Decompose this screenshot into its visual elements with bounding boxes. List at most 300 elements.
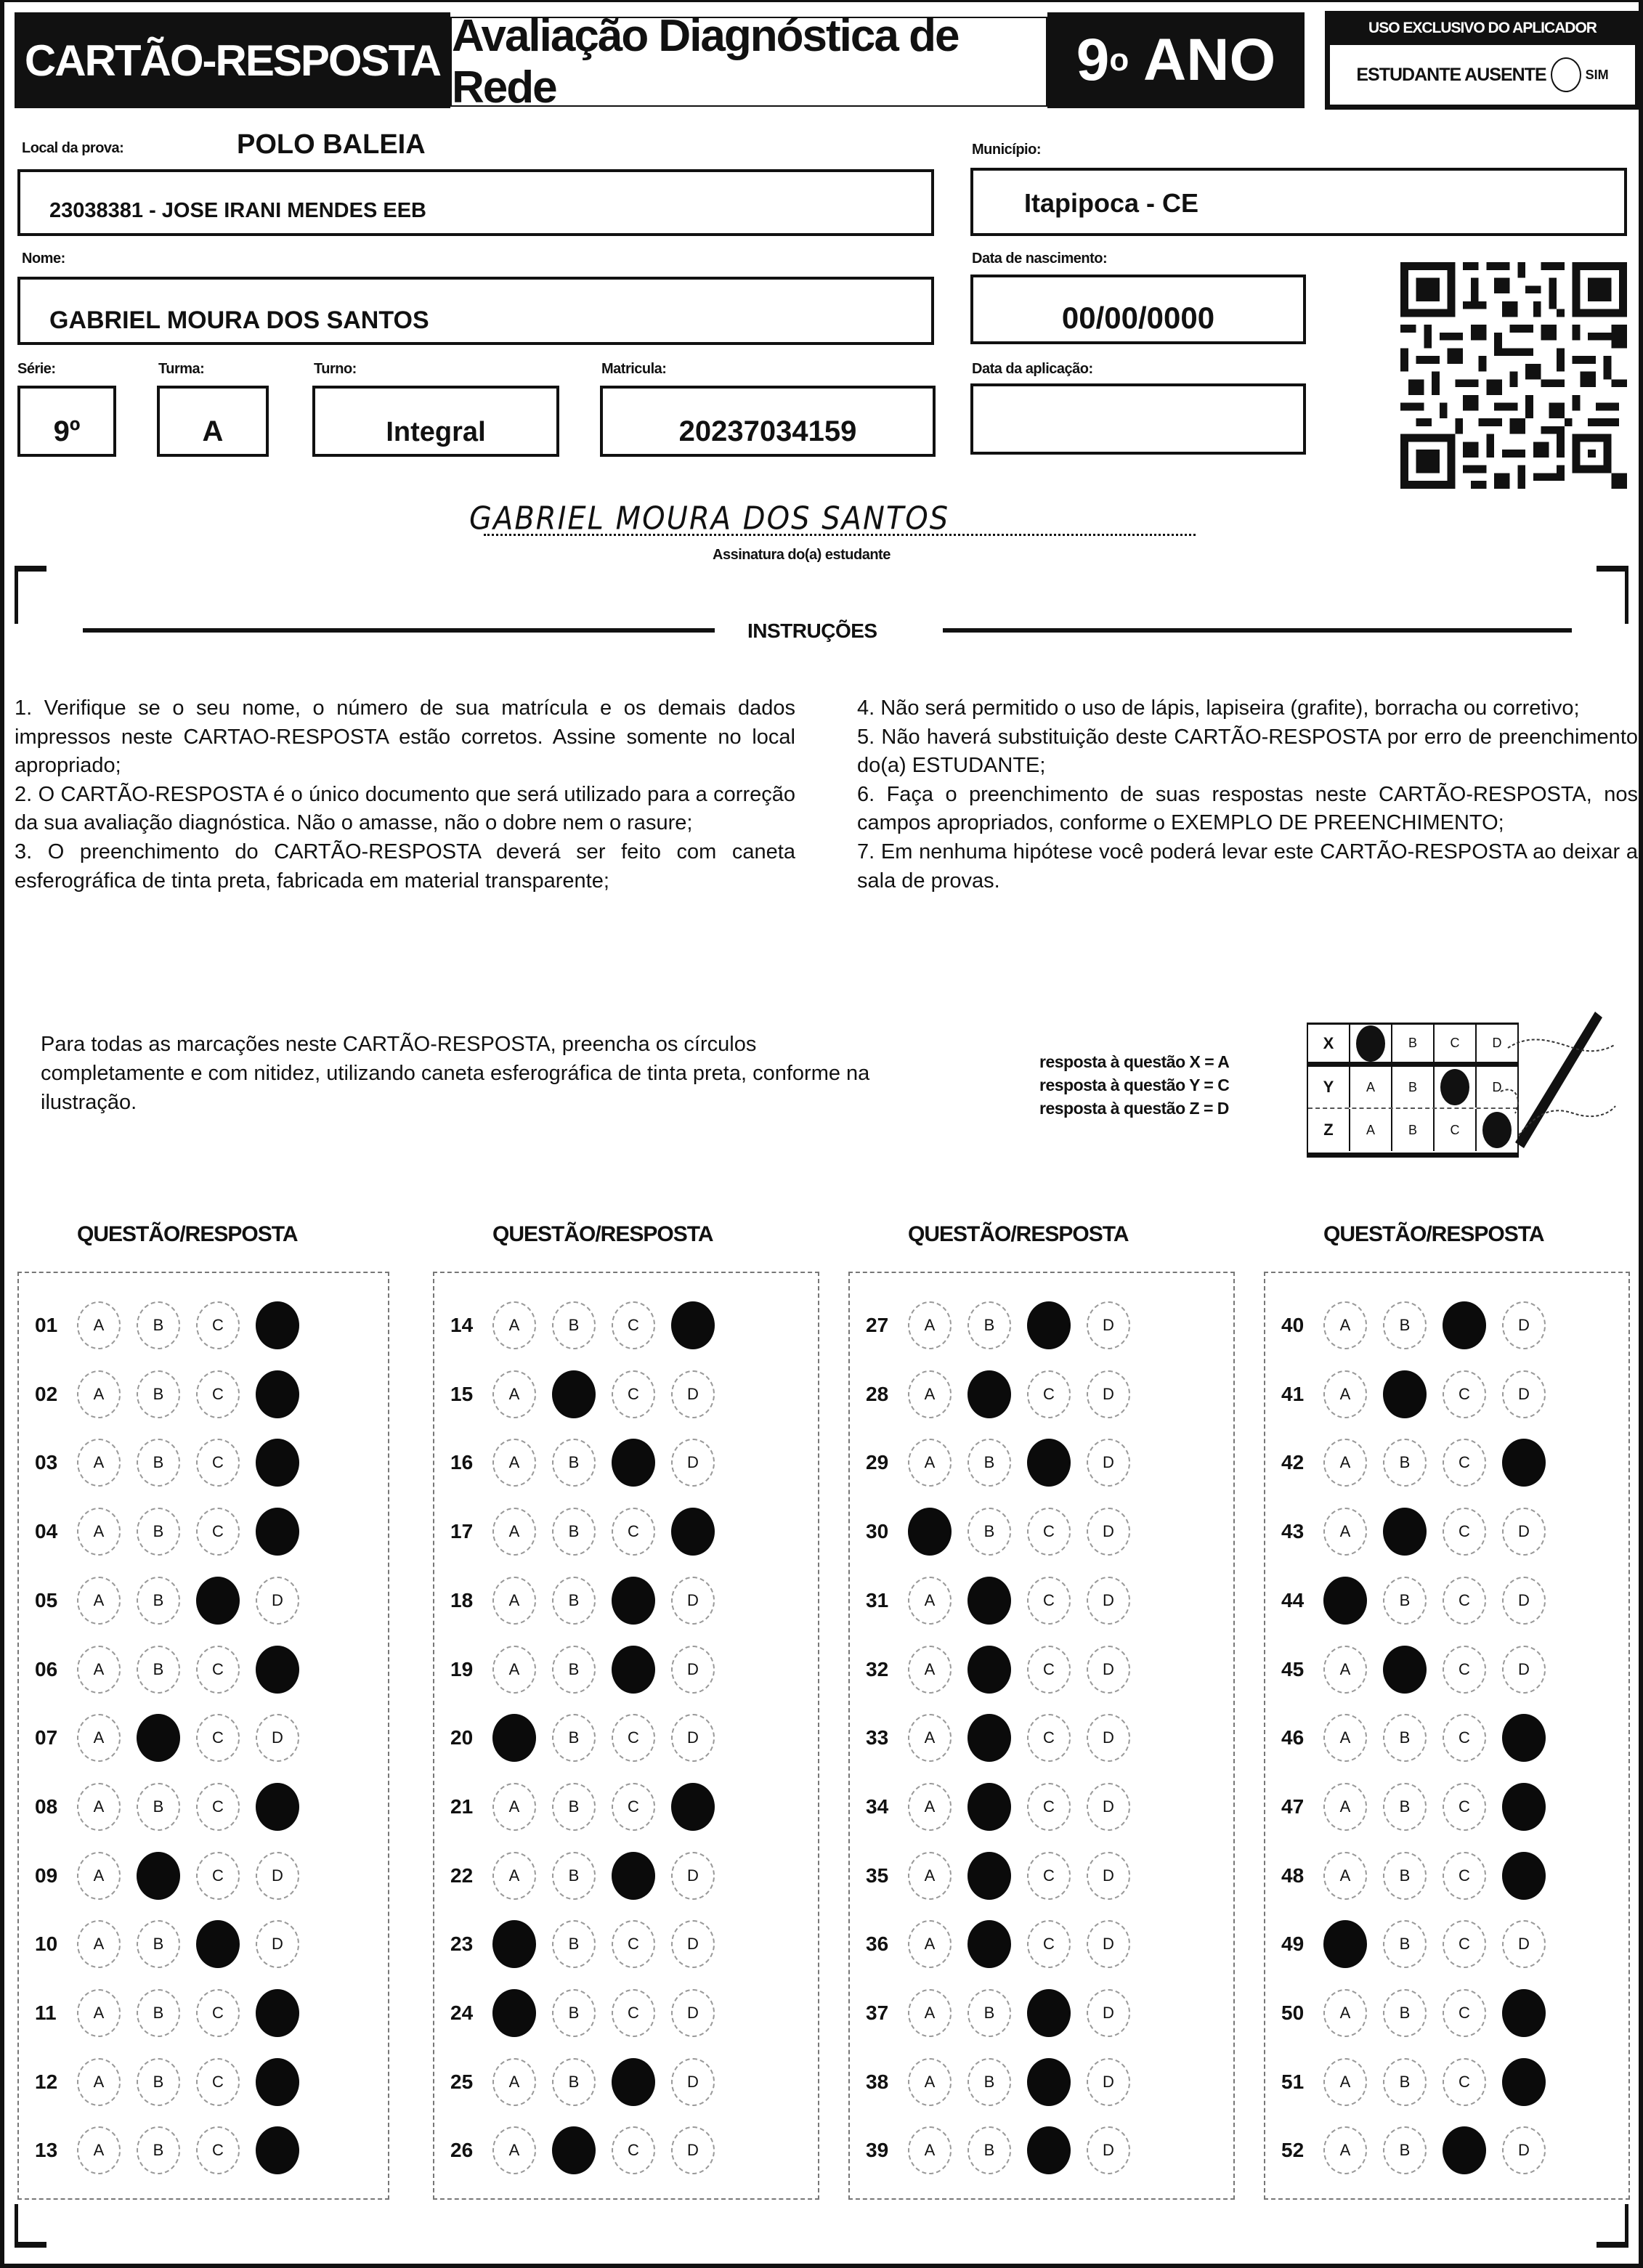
example-option: A [1350, 1067, 1392, 1107]
answer-bubble-21-b[interactable]: B [552, 1783, 596, 1831]
matricula-field [600, 386, 936, 457]
answer-bubble-16-c[interactable] [612, 1439, 655, 1487]
answer-bubble-42-b[interactable]: B [1383, 1439, 1427, 1487]
example-option: C [1435, 1109, 1477, 1151]
answer-bubble-25-c[interactable] [612, 2058, 655, 2106]
answer-bubble-44-b[interactable]: B [1383, 1577, 1427, 1625]
question-number: 49 [1281, 1932, 1305, 1956]
answer-bubble-22-a[interactable]: A [492, 1852, 536, 1900]
answer-bubble-41-d[interactable]: D [1502, 1370, 1546, 1418]
answer-bubble-13-d[interactable] [256, 2126, 299, 2174]
nascimento-field [970, 275, 1306, 344]
answer-bubble-04-b[interactable]: B [137, 1508, 180, 1556]
answer-bubble-52-b[interactable]: B [1383, 2126, 1427, 2174]
answer-bubble-13-b[interactable]: B [137, 2126, 180, 2174]
example-option: B [1392, 1109, 1435, 1151]
answer-bubble-18-c[interactable] [612, 1577, 655, 1625]
instructions-title: INSTRUÇÕES [747, 619, 877, 642]
answer-bubble-17-b[interactable]: B [552, 1508, 596, 1556]
answer-bubble-17-d[interactable] [671, 1508, 715, 1556]
answer-bubble-45-a[interactable]: A [1323, 1646, 1367, 1694]
answer-bubble-23-b[interactable]: B [552, 1920, 596, 1968]
answer-row [1265, 2053, 1628, 2111]
answer-bubble-03-c[interactable]: C [196, 1439, 240, 1487]
answer-bubble-35-b[interactable] [967, 1852, 1011, 1900]
answer-bubble-42-c[interactable]: C [1443, 1439, 1486, 1487]
answer-bubble-15-b[interactable] [552, 1370, 596, 1418]
answer-bubble-45-b[interactable] [1383, 1646, 1427, 1694]
answer-row [19, 1778, 388, 1836]
answer-bubble-41-a[interactable]: A [1323, 1370, 1367, 1418]
answer-bubble-11-a[interactable]: A [77, 1989, 121, 2037]
absent-student-label: ESTUDANTE AUSENTE [1356, 64, 1546, 85]
answer-bubble-41-b[interactable] [1383, 1370, 1427, 1418]
answer-bubble-29-b[interactable]: B [967, 1439, 1011, 1487]
answer-bubble-02-c[interactable]: C [196, 1370, 240, 1418]
answer-bubble-31-b[interactable] [967, 1577, 1011, 1625]
question-number: 13 [35, 2139, 58, 2162]
answer-bubble-09-a[interactable]: A [77, 1852, 121, 1900]
example-option [1435, 1067, 1477, 1107]
answer-bubble-16-b[interactable]: B [552, 1439, 596, 1487]
answer-bubble-40-d[interactable]: D [1502, 1301, 1546, 1349]
question-number: 43 [1281, 1520, 1305, 1543]
answer-bubble-25-b[interactable]: B [552, 2058, 596, 2106]
answer-row [19, 1915, 388, 1973]
example-option: D [1492, 1079, 1502, 1094]
answer-bubble-19-c[interactable] [612, 1646, 655, 1694]
answer-bubble-16-d[interactable]: D [671, 1439, 715, 1487]
answer-bubble-50-c[interactable]: C [1443, 1989, 1486, 2037]
answer-bubble-45-c[interactable]: C [1443, 1646, 1486, 1694]
answer-bubble-24-b[interactable]: B [552, 1989, 596, 2037]
answer-bubble-12-d[interactable] [256, 2058, 299, 2106]
answer-bubble-42-a[interactable]: A [1323, 1439, 1367, 1487]
answer-bubble-51-c[interactable]: C [1443, 2058, 1486, 2106]
example-option: C [1435, 1025, 1477, 1062]
absent-student-field [1330, 45, 1635, 105]
answer-bubble-35-c[interactable]: C [1027, 1852, 1071, 1900]
answer-bubble-48-a[interactable]: A [1323, 1852, 1367, 1900]
answer-bubble-49-c[interactable]: C [1443, 1920, 1486, 1968]
answer-bubble-51-b[interactable]: B [1383, 2058, 1427, 2106]
answer-bubble-07-c[interactable]: C [196, 1714, 240, 1762]
answer-bubble-43-d[interactable]: D [1502, 1508, 1546, 1556]
answer-bubble-11-c[interactable]: C [196, 1989, 240, 2037]
answer-row [434, 1915, 818, 1973]
answer-bubble-39-d[interactable]: D [1087, 2126, 1130, 2174]
answer-row [19, 1503, 388, 1561]
answer-bubble-17-c[interactable]: C [612, 1508, 655, 1556]
answer-bubble-10-a[interactable]: A [77, 1920, 121, 1968]
answer-bubble-36-a[interactable]: A [908, 1920, 952, 1968]
answer-bubble-38-a[interactable]: A [908, 2058, 952, 2106]
grade-suffix: ANO [1129, 27, 1276, 93]
question-number: 08 [35, 1795, 58, 1818]
answer-bubble-47-c[interactable]: C [1443, 1783, 1486, 1831]
answer-bubble-31-a[interactable]: A [908, 1577, 952, 1625]
answer-bubble-25-d[interactable]: D [671, 2058, 715, 2106]
answer-bubble-15-c[interactable]: C [612, 1370, 655, 1418]
answer-bubble-50-b[interactable]: B [1383, 1989, 1427, 2037]
answer-bubble-31-d[interactable]: D [1087, 1577, 1130, 1625]
answer-bubble-19-b[interactable]: B [552, 1646, 596, 1694]
answer-bubble-51-d[interactable] [1502, 2058, 1546, 2106]
answer-bubble-06-d[interactable] [256, 1646, 299, 1694]
answer-bubble-01-a[interactable]: A [77, 1301, 121, 1349]
answer-row [850, 1778, 1233, 1836]
question-number: 03 [35, 1451, 58, 1474]
answer-bubble-22-b[interactable]: B [552, 1852, 596, 1900]
question-number: 19 [450, 1657, 474, 1680]
answer-bubble-50-a[interactable]: A [1323, 1989, 1367, 2037]
question-number: 10 [35, 1932, 58, 1956]
answer-bubble-37-a[interactable]: A [908, 1989, 952, 2037]
answer-row [434, 2121, 818, 2179]
answer-row [19, 1984, 388, 2042]
question-number: 45 [1281, 1657, 1305, 1680]
answer-bubble-27-a[interactable]: A [908, 1301, 952, 1349]
answer-bubble-01-d[interactable] [256, 1301, 299, 1349]
answer-bubble-48-c[interactable]: C [1443, 1852, 1486, 1900]
example-question-label: Z [1308, 1109, 1350, 1151]
answer-bubble-23-d[interactable]: D [671, 1920, 715, 1968]
applicator-title: USO EXCLUSIVO DO APLICADOR [1368, 20, 1597, 36]
answer-bubble-18-d[interactable]: D [671, 1577, 715, 1625]
answer-bubble-39-a[interactable]: A [908, 2126, 952, 2174]
assessment-title: Avaliação Diagnóstica de Rede [450, 17, 1047, 107]
answer-row [1265, 1503, 1628, 1561]
column-title: QUESTÃO/RESPOSTA [77, 1222, 298, 1246]
answer-bubble-02-d[interactable] [256, 1370, 299, 1418]
answer-bubble-19-d[interactable]: D [671, 1646, 715, 1694]
answer-bubble-52-c[interactable] [1443, 2126, 1486, 2174]
answer-bubble-16-a[interactable]: A [492, 1439, 536, 1487]
answer-bubble-48-b[interactable]: B [1383, 1852, 1427, 1900]
answer-bubble-46-d[interactable] [1502, 1714, 1546, 1762]
answer-row [850, 1365, 1233, 1423]
answer-row [434, 1503, 818, 1561]
answer-bubble-27-b[interactable]: B [967, 1301, 1011, 1349]
answer-bubble-19-a[interactable]: A [492, 1646, 536, 1694]
question-number: 41 [1281, 1382, 1305, 1405]
answer-bubble-49-a[interactable] [1323, 1920, 1367, 1968]
answer-bubble-44-a[interactable] [1323, 1577, 1367, 1625]
legend-item: resposta à questão Y = C [1039, 1076, 1230, 1094]
answer-bubble-13-a[interactable]: A [77, 2126, 121, 2174]
answer-bubble-23-a[interactable] [492, 1920, 536, 1968]
aplicacao-label: Data da aplicação: [972, 361, 1093, 377]
answer-bubble-47-a[interactable]: A [1323, 1783, 1367, 1831]
answer-bubble-13-c[interactable]: C [196, 2126, 240, 2174]
instruction-item: 4. Não será permitido o uso de lápis, lapiseira (grafite), borracha ou corretivo; [857, 696, 1580, 720]
answer-bubble-43-a[interactable]: A [1323, 1508, 1367, 1556]
question-number: 20 [450, 1726, 474, 1749]
answer-bubble-20-a[interactable] [492, 1714, 536, 1762]
municipio-label: Município: [972, 142, 1041, 158]
answer-bubble-14-d[interactable] [671, 1301, 715, 1349]
answer-bubble-34-d[interactable]: D [1087, 1783, 1130, 1831]
column-title: QUESTÃO/RESPOSTA [1323, 1222, 1544, 1246]
answer-bubble-28-a[interactable]: A [908, 1370, 952, 1418]
answer-bubble-46-a[interactable]: A [1323, 1714, 1367, 1762]
answer-bubble-36-d[interactable]: D [1087, 1920, 1130, 1968]
answer-bubble-12-b[interactable]: B [137, 2058, 180, 2106]
question-number: 06 [35, 1657, 58, 1680]
answer-bubble-33-a[interactable]: A [908, 1714, 952, 1762]
answer-bubble-05-b[interactable]: B [137, 1577, 180, 1625]
answer-bubble-23-c[interactable]: C [612, 1920, 655, 1968]
answer-row [1265, 1915, 1628, 1973]
answer-bubble-28-b[interactable] [967, 1370, 1011, 1418]
answer-row [434, 1572, 818, 1630]
answer-bubble-33-d[interactable]: D [1087, 1714, 1130, 1762]
answer-bubble-24-a[interactable] [492, 1989, 536, 2037]
example-question-label: Y [1308, 1067, 1350, 1107]
answer-bubble-08-d[interactable] [256, 1783, 299, 1831]
answer-bubble-24-d[interactable]: D [671, 1989, 715, 2037]
answer-bubble-21-a[interactable]: A [492, 1783, 536, 1831]
instructions-right-column [857, 694, 1638, 895]
answer-row [434, 2053, 818, 2111]
answer-bubble-35-a[interactable]: A [908, 1852, 952, 1900]
answer-bubble-39-c[interactable] [1027, 2126, 1071, 2174]
answer-bubble-18-b[interactable]: B [552, 1577, 596, 1625]
answer-row [850, 1296, 1233, 1354]
answer-bubble-49-d[interactable]: D [1502, 1920, 1546, 1968]
answer-bubble-32-c[interactable]: C [1027, 1646, 1071, 1694]
absent-student-bubble[interactable] [1551, 57, 1581, 92]
answer-bubble-37-b[interactable]: B [967, 1989, 1011, 2037]
answer-bubble-27-c[interactable] [1027, 1301, 1071, 1349]
answer-bubble-21-d[interactable] [671, 1783, 715, 1831]
turma-field [157, 386, 269, 457]
answer-bubble-47-d[interactable] [1502, 1783, 1546, 1831]
answer-bubble-38-c[interactable] [1027, 2058, 1071, 2106]
question-number: 40 [1281, 1314, 1305, 1336]
answer-bubble-14-a[interactable]: A [492, 1301, 536, 1349]
instructions-divider-left [83, 628, 715, 633]
answer-bubble-02-a[interactable]: A [77, 1370, 121, 1418]
answer-bubble-36-b[interactable] [967, 1920, 1011, 1968]
answer-bubble-43-c[interactable]: C [1443, 1508, 1486, 1556]
answer-bubble-31-c[interactable]: C [1027, 1577, 1071, 1625]
answer-bubble-36-c[interactable]: C [1027, 1920, 1071, 1968]
local-value: POLO BALEIA [237, 129, 426, 160]
answer-bubble-44-d[interactable]: D [1502, 1577, 1546, 1625]
answer-row [434, 1641, 818, 1699]
answer-bubble-28-d[interactable]: D [1087, 1370, 1130, 1418]
answer-bubble-04-c[interactable]: C [196, 1508, 240, 1556]
answer-bubble-03-b[interactable]: B [137, 1439, 180, 1487]
answer-bubble-40-b[interactable]: B [1383, 1301, 1427, 1349]
answer-bubble-51-a[interactable]: A [1323, 2058, 1367, 2106]
school-field [17, 169, 934, 236]
question-number: 52 [1281, 2139, 1305, 2162]
answer-bubble-08-b[interactable]: B [137, 1783, 180, 1831]
answer-row [850, 1915, 1233, 1973]
column-title: QUESTÃO/RESPOSTA [908, 1222, 1129, 1246]
answer-bubble-07-a[interactable]: A [77, 1714, 121, 1762]
answer-bubble-38-d[interactable]: D [1087, 2058, 1130, 2106]
answer-row [850, 1503, 1233, 1561]
answer-bubble-41-c[interactable]: C [1443, 1370, 1486, 1418]
answer-bubble-20-d[interactable]: D [671, 1714, 715, 1762]
answer-bubble-01-b[interactable]: B [137, 1301, 180, 1349]
answer-bubble-38-b[interactable]: B [967, 2058, 1011, 2106]
answer-bubble-09-c[interactable]: C [196, 1852, 240, 1900]
answer-bubble-35-d[interactable]: D [1087, 1852, 1130, 1900]
answer-bubble-14-b[interactable]: B [552, 1301, 596, 1349]
answer-bubble-32-d[interactable]: D [1087, 1646, 1130, 1694]
example-question-label: X [1308, 1025, 1350, 1062]
answer-bubble-12-c[interactable]: C [196, 2058, 240, 2106]
answer-bubble-14-c[interactable]: C [612, 1301, 655, 1349]
answer-bubble-11-d[interactable] [256, 1989, 299, 2037]
answer-bubble-26-a[interactable]: A [492, 2126, 536, 2174]
answer-bubble-11-b[interactable]: B [137, 1989, 180, 2037]
answer-bubble-22-c[interactable] [612, 1852, 655, 1900]
column-title: QUESTÃO/RESPOSTA [492, 1222, 713, 1246]
answer-bubble-04-d[interactable] [256, 1508, 299, 1556]
answer-bubble-20-c[interactable]: C [612, 1714, 655, 1762]
answer-bubble-25-a[interactable]: A [492, 2058, 536, 2106]
corner-bracket-top-left [15, 566, 46, 624]
answer-bubble-06-b[interactable]: B [137, 1646, 180, 1694]
answer-bubble-30-a[interactable] [908, 1508, 952, 1556]
answer-bubble-28-c[interactable]: C [1027, 1370, 1071, 1418]
answer-bubble-09-b[interactable] [137, 1852, 180, 1900]
answer-bubble-22-d[interactable]: D [671, 1852, 715, 1900]
answer-bubble-32-a[interactable]: A [908, 1646, 952, 1694]
answer-bubble-29-d[interactable]: D [1087, 1439, 1130, 1487]
answer-bubble-34-b[interactable] [967, 1783, 1011, 1831]
answer-bubble-32-b[interactable] [967, 1646, 1011, 1694]
answer-bubble-21-c[interactable]: C [612, 1783, 655, 1831]
answer-bubble-30-b[interactable]: B [967, 1508, 1011, 1556]
question-number: 17 [450, 1520, 474, 1543]
answer-bubble-03-d[interactable] [256, 1439, 299, 1487]
answer-bubble-47-b[interactable]: B [1383, 1783, 1427, 1831]
answer-row [1265, 1365, 1628, 1423]
grade-number: 9 [1076, 27, 1110, 93]
answer-bubble-44-c[interactable]: C [1443, 1577, 1486, 1625]
example-option [1350, 1025, 1392, 1062]
example-option: A [1350, 1109, 1392, 1151]
question-number: 04 [35, 1520, 58, 1543]
answer-bubble-04-a[interactable]: A [77, 1508, 121, 1556]
answer-bubble-37-d[interactable]: D [1087, 1989, 1130, 2037]
answer-bubble-17-a[interactable]: A [492, 1508, 536, 1556]
answer-bubble-33-c[interactable]: C [1027, 1714, 1071, 1762]
answer-bubble-26-d[interactable]: D [671, 2126, 715, 2174]
answer-bubble-05-c[interactable] [196, 1577, 240, 1625]
answer-bubble-45-d[interactable]: D [1502, 1646, 1546, 1694]
question-number: 29 [866, 1451, 889, 1474]
answer-bubble-40-a[interactable]: A [1323, 1301, 1367, 1349]
turma-label: Turma: [158, 361, 205, 377]
signature-caption: Assinatura do(a) estudante [713, 547, 891, 563]
answer-bubble-03-a[interactable]: A [77, 1439, 121, 1487]
answer-bubble-07-d[interactable]: D [256, 1714, 299, 1762]
example-option: B [1392, 1025, 1435, 1062]
answer-row [434, 1296, 818, 1354]
answer-bubble-29-a[interactable]: A [908, 1439, 952, 1487]
answer-bubble-18-a[interactable]: A [492, 1577, 536, 1625]
answer-bubble-26-b[interactable] [552, 2126, 596, 2174]
answer-bubble-15-d[interactable]: D [671, 1370, 715, 1418]
answer-bubble-08-c[interactable]: C [196, 1783, 240, 1831]
answer-bubble-20-b[interactable]: B [552, 1714, 596, 1762]
instruction-item: 1. Verifique se o seu nome, o número de sua matrícula e os demais dados impressos neste CARTAO-RESPOSTA estão corretos. Assine somente no local apropriado; [15, 696, 795, 778]
answer-row [850, 1434, 1233, 1492]
question-number: 51 [1281, 2070, 1305, 2093]
question-number: 11 [35, 2001, 57, 2024]
answer-bubble-49-b[interactable]: B [1383, 1920, 1427, 1968]
answer-bubble-43-b[interactable] [1383, 1508, 1427, 1556]
answer-bubble-10-d[interactable]: D [256, 1920, 299, 1968]
answer-bubble-01-c[interactable]: C [196, 1301, 240, 1349]
answer-bubble-48-d[interactable] [1502, 1852, 1546, 1900]
answer-bubble-06-a[interactable]: A [77, 1646, 121, 1694]
answer-bubble-10-c[interactable] [196, 1920, 240, 1968]
answer-row [434, 1365, 818, 1423]
answer-bubble-10-b[interactable]: B [137, 1920, 180, 1968]
answer-bubble-05-d[interactable]: D [256, 1577, 299, 1625]
serie-field [17, 386, 116, 457]
answer-row [19, 1296, 388, 1354]
answer-bubble-08-a[interactable]: A [77, 1783, 121, 1831]
question-number: 36 [866, 1932, 889, 1956]
answer-bubble-52-d[interactable]: D [1502, 2126, 1546, 2174]
answer-bubble-50-d[interactable] [1502, 1989, 1546, 2037]
answer-bubble-40-c[interactable] [1443, 1301, 1486, 1349]
answer-bubble-15-a[interactable]: A [492, 1370, 536, 1418]
turno-value: Integral [386, 417, 486, 447]
answer-bubble-12-a[interactable]: A [77, 2058, 121, 2106]
answer-bubble-26-c[interactable]: C [612, 2126, 655, 2174]
answer-bubble-39-b[interactable]: B [967, 2126, 1011, 2174]
answer-bubble-42-d[interactable] [1502, 1439, 1546, 1487]
local-label: Local da prova: [22, 140, 124, 156]
answer-bubble-34-a[interactable]: A [908, 1783, 952, 1831]
answer-bubble-29-c[interactable] [1027, 1439, 1071, 1487]
grade-badge [1047, 12, 1305, 108]
answer-bubble-06-c[interactable]: C [196, 1646, 240, 1694]
answer-bubble-09-d[interactable]: D [256, 1852, 299, 1900]
answer-bubble-34-c[interactable]: C [1027, 1783, 1071, 1831]
absent-option-label: SIM [1585, 67, 1609, 82]
answer-bubble-30-c[interactable]: C [1027, 1508, 1071, 1556]
answer-bubble-24-c[interactable]: C [612, 1989, 655, 2037]
answer-bubble-05-a[interactable]: A [77, 1577, 121, 1625]
answer-bubble-46-c[interactable]: C [1443, 1714, 1486, 1762]
legend-item: resposta à questão Z = D [1039, 1099, 1229, 1118]
answer-bubble-37-c[interactable] [1027, 1989, 1071, 2037]
answer-bubble-07-b[interactable] [137, 1714, 180, 1762]
question-number: 50 [1281, 2001, 1305, 2024]
answer-row [434, 1434, 818, 1492]
question-number: 14 [450, 1314, 474, 1336]
answer-bubble-33-b[interactable] [967, 1714, 1011, 1762]
answer-bubble-30-d[interactable]: D [1087, 1508, 1130, 1556]
answer-bubble-46-b[interactable]: B [1383, 1714, 1427, 1762]
serie-value: 9º [53, 415, 81, 447]
nascimento-label: Data de nascimento: [972, 251, 1108, 267]
answer-bubble-52-a[interactable]: A [1323, 2126, 1367, 2174]
answer-bubble-02-b[interactable]: B [137, 1370, 180, 1418]
answer-bubble-27-d[interactable]: D [1087, 1301, 1130, 1349]
